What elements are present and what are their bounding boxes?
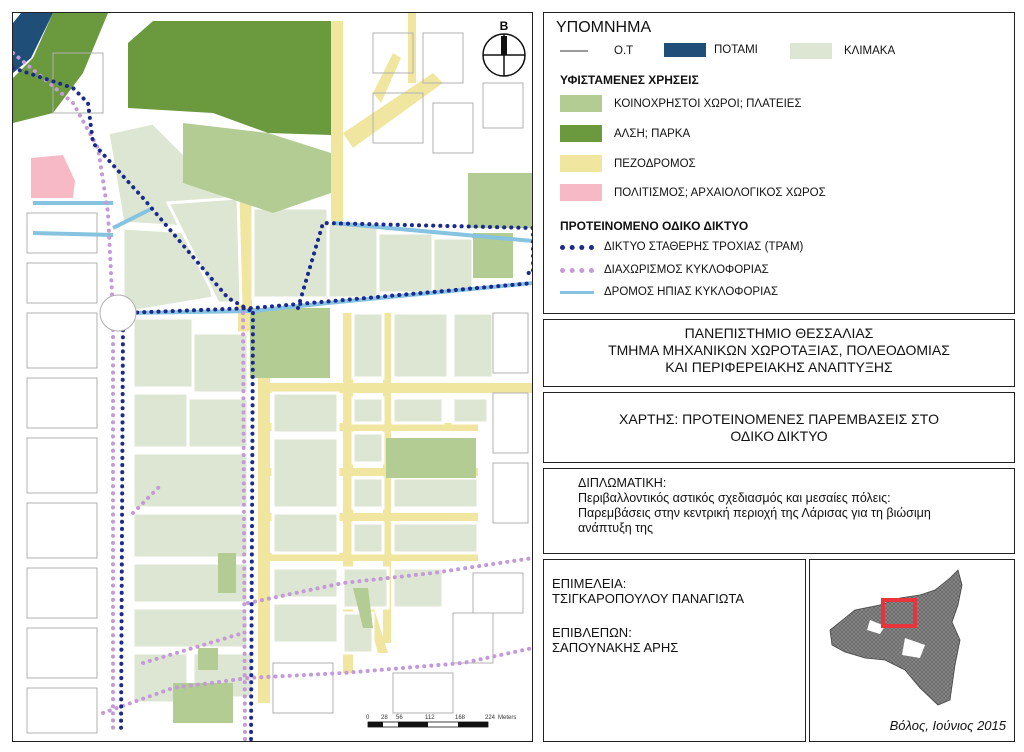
- block-line-swatch: [560, 50, 588, 52]
- university-line: ΠΑΝΕΠΙΣΤΗΜΙΟ ΘΕΣΣΑΛΙΑΣ: [684, 325, 874, 341]
- north-letter: B: [499, 19, 509, 33]
- parks-swatch: [560, 125, 602, 142]
- scale-tick-label: 56: [396, 715, 403, 721]
- legend-item-calm: [560, 286, 778, 298]
- tram-swatch: [560, 245, 594, 250]
- squares-swatch: [560, 95, 602, 112]
- inset-city-outline: [810, 560, 1015, 742]
- legend-item-tram: [560, 241, 803, 253]
- map-title-line: ΧΑΡΤΗΣ: ΠΡΟΤΕΙΝΟΜΕΝΕΣ ΠΑΡΕΜΒΑΣΕΙΣ ΣΤΟ: [619, 411, 939, 427]
- existing-uses-title: ΥΦΙΣΤΑΜΕΝΕΣ ΧΡΗΣΕΙΣ: [560, 73, 699, 87]
- culture-swatch: [560, 184, 602, 201]
- legend-item-river: [664, 43, 758, 57]
- scale-tick-label: 0: [366, 715, 370, 721]
- legend-item-label: ΠΟΤΑΜΙ: [714, 44, 758, 56]
- legend-item-label: ΔΙΚΤΥΟ ΣΤΑΘΕΡΗΣ ΤΡΟΧΙΑΣ (ΤΡΑΜ): [604, 241, 804, 253]
- legend-item-label: ΔΙΑΧΩΡΙΣΜΟΣ ΚΥΚΛΟΦΟΡΙΑΣ: [604, 264, 769, 276]
- scale-unit: Meters: [498, 715, 517, 721]
- map-canvas: [13, 13, 533, 742]
- editor-name: ΤΣΙΓΚΑΡΟΠΟΥΛΟΥ ΠΑΝΑΓΙΩΤΑ: [552, 591, 745, 606]
- university-panel: [543, 319, 1015, 387]
- klimaka-swatch: [790, 43, 832, 59]
- river-swatch: [664, 43, 706, 57]
- map-title-panel: [543, 392, 1015, 463]
- thesis-title-line: ανάπτυξη της: [578, 521, 654, 535]
- calm-swatch: [560, 291, 594, 294]
- department-line: ΤΜΗΜΑ ΜΗΧΑΝΙΚΩΝ ΧΩΡΟΤΑΞΙΑΣ, ΠΟΛΕΟΔΟΜΙΑΣ: [608, 342, 950, 358]
- legend-item-squares: [560, 95, 802, 112]
- separation-swatch: [560, 268, 594, 273]
- legend-item-separation: [560, 264, 769, 276]
- pedestrian-swatch: [560, 155, 602, 172]
- roundabout: [100, 295, 136, 331]
- scale-tick-label: 112: [425, 715, 435, 721]
- legend-item-label: ΚΛΙΜΑΚΑ: [844, 45, 896, 57]
- legend-item-label: ΔΡΟΜΟΣ ΗΠΙΑΣ ΚΥΚΛΟΦΟΡΙΑΣ: [604, 286, 779, 298]
- legend-item-parks: [560, 125, 690, 142]
- north-arrow: [479, 18, 529, 80]
- location-inset-map[interactable]: [809, 559, 1015, 742]
- main-map[interactable]: [12, 12, 533, 742]
- legend-item-ot: [560, 45, 633, 57]
- legend-item-label: Ο.Τ: [614, 45, 634, 57]
- legend-item-label: ΠΟΛΙΤΙΣΜΟΣ; ΑΡΧΑΙΟΛΟΓΙΚΟΣ ΧΩΡΟΣ: [614, 186, 826, 199]
- legend-title: ΥΠΟΜΝΗΜΑ: [556, 19, 652, 36]
- scale-tick-label: 168: [455, 715, 466, 721]
- supervisor-name: ΣΑΠΟΥΝΑΚΗΣ ΑΡΗΣ: [552, 640, 679, 655]
- thesis-title-line: Παρεμβάσεις στην κεντρική περιοχή της Λάρισας για τη βιώσιμη: [578, 506, 931, 520]
- thesis-panel: [543, 468, 1015, 554]
- legend-item-scale: [790, 43, 895, 59]
- thesis-label: ΔΙΠΛΩΜΑΤΙΚΗ:: [578, 476, 667, 490]
- scale-bar: [363, 711, 533, 741]
- network-title: ΠΡΟΤΕΙΝΟΜΕΝΟ ΟΔΙΚΟ ΔΙΚΤΥΟ: [560, 219, 749, 233]
- legend-item-label: ΚΟΙΝΟΧΡΗΣΤΟΙ ΧΩΡΟΙ; ΠΛΑΤΕΙΕΣ: [614, 97, 802, 110]
- legend-item-culture: [560, 184, 826, 201]
- legend-item-label: ΠΕΖΟΔΡΟΜΟΣ: [614, 157, 696, 170]
- editor-label: ΕΠΙΜΕΛΕΙΑ:: [552, 576, 627, 591]
- department-line: ΚΑΙ ΠΕΡΙΦΕΡΕΙΑΚΗΣ ΑΝΑΠΤΥΞΗΣ: [665, 359, 893, 375]
- map-title-line: ΟΔΙΚΟ ΔΙΚΤΥΟ: [730, 428, 828, 444]
- legend-item-pedestrian: [560, 155, 696, 172]
- scale-tick-label: 28: [381, 715, 388, 721]
- legend-panel: [543, 12, 1015, 314]
- scale-tick-label: 224: [485, 715, 496, 721]
- supervisor-label: ΕΠΙΒΛΕΠΩΝ:: [552, 625, 632, 640]
- credits-panel: [543, 559, 806, 742]
- legend-item-label: ΑΛΣΗ; ΠΑΡΚΑ: [614, 127, 691, 140]
- thesis-title-line: Περιβαλλοντικός αστικός σχεδιασμός και μεσαίες πόλεις:: [578, 491, 891, 505]
- inset-caption: Βόλος, Ιούνιος 2015: [889, 718, 1006, 733]
